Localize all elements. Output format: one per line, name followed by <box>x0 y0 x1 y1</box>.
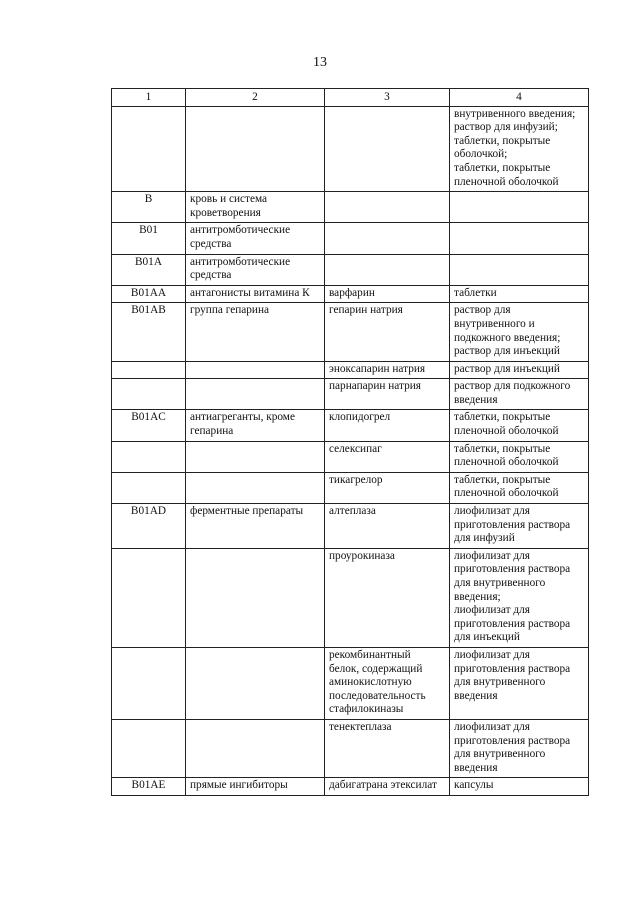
table-row <box>112 472 589 503</box>
table-row <box>112 223 589 254</box>
atc-code-cell <box>112 106 186 192</box>
column-header: 1 <box>112 89 186 107</box>
form-cell: раствор для подкожного введения <box>450 379 589 410</box>
drug-cell: клопидогрел <box>325 410 450 441</box>
form-cell: лиофилизат для приготовления раствора для внутривенного введения <box>450 647 589 719</box>
group-cell: прямые ингибиторы <box>186 778 325 796</box>
form-cell: капсулы <box>450 778 589 796</box>
table-row <box>112 303 589 361</box>
drug-cell: парнапарин натрия <box>325 379 450 410</box>
table-row <box>112 361 589 379</box>
form-cell <box>450 192 589 223</box>
group-cell <box>186 548 325 647</box>
atc-code-cell: B01AD <box>112 504 186 549</box>
form-cell: таблетки, покрытые пленочной оболочкой <box>450 472 589 503</box>
drug-cell: варфарин <box>325 285 450 303</box>
atc-code-cell: B01A <box>112 254 186 285</box>
group-cell <box>186 719 325 777</box>
form-cell <box>450 254 589 285</box>
atc-code-cell <box>112 441 186 472</box>
form-cell: таблетки, покрытые пленочной оболочкой <box>450 441 589 472</box>
atc-code-cell: B <box>112 192 186 223</box>
group-cell: антитромботические средства <box>186 223 325 254</box>
table-row <box>112 548 589 647</box>
atc-code-cell: B01AB <box>112 303 186 361</box>
table-row <box>112 441 589 472</box>
form-cell: внутривенного введения; раствор для инфузий; таблетки, покрытые оболочкой; таблетки, покрытые пленочной оболочкой <box>450 106 589 192</box>
form-cell: таблетки <box>450 285 589 303</box>
drug-cell <box>325 106 450 192</box>
drug-cell <box>325 223 450 254</box>
table-row <box>112 410 589 441</box>
group-cell <box>186 472 325 503</box>
drug-cell: селексипаг <box>325 441 450 472</box>
group-cell: группа гепарина <box>186 303 325 361</box>
page-number: 13 <box>313 55 327 70</box>
form-cell: лиофилизат для приготовления раствора для внутривенного введения; лиофилизат для приготовления раствора для инъекций <box>450 548 589 647</box>
table-row <box>112 504 589 549</box>
table-row <box>112 106 589 192</box>
table-header-row <box>112 89 589 107</box>
column-header: 3 <box>325 89 450 107</box>
atc-code-cell: B01AE <box>112 778 186 796</box>
group-cell <box>186 379 325 410</box>
atc-code-cell <box>112 548 186 647</box>
atc-code-cell <box>112 361 186 379</box>
group-cell <box>186 361 325 379</box>
group-cell: антитромботические средства <box>186 254 325 285</box>
table-row <box>112 719 589 777</box>
drug-cell: рекомбинантный белок, содержащий аминокислотную последовательность стафилокиназы <box>325 647 450 719</box>
atc-code-cell: B01 <box>112 223 186 254</box>
group-cell <box>186 647 325 719</box>
drug-cell: тенектеплаза <box>325 719 450 777</box>
form-cell: раствор для инъекций <box>450 361 589 379</box>
group-cell: антагонисты витамина К <box>186 285 325 303</box>
form-cell: раствор для внутривенного и подкожного введения; раствор для инъекций <box>450 303 589 361</box>
form-cell: лиофилизат для приготовления раствора для внутривенного введения <box>450 719 589 777</box>
atc-code-cell: B01AC <box>112 410 186 441</box>
drug-cell: алтеплаза <box>325 504 450 549</box>
column-header: 4 <box>450 89 589 107</box>
table-row <box>112 379 589 410</box>
form-cell: таблетки, покрытые пленочной оболочкой <box>450 410 589 441</box>
group-cell <box>186 106 325 192</box>
column-header: 2 <box>186 89 325 107</box>
atc-code-cell <box>112 719 186 777</box>
table-row <box>112 285 589 303</box>
drug-cell <box>325 254 450 285</box>
drug-cell: тикагрелор <box>325 472 450 503</box>
drug-cell: проурокиназа <box>325 548 450 647</box>
atc-code-cell: B01AA <box>112 285 186 303</box>
drug-cell <box>325 192 450 223</box>
drug-table <box>111 88 589 796</box>
table-row <box>112 254 589 285</box>
atc-code-cell <box>112 647 186 719</box>
drug-cell: эноксапарин натрия <box>325 361 450 379</box>
atc-code-cell <box>112 472 186 503</box>
atc-code-cell <box>112 379 186 410</box>
table-row <box>112 778 589 796</box>
drug-cell: дабигатрана этексилат <box>325 778 450 796</box>
table-row <box>112 647 589 719</box>
group-cell <box>186 441 325 472</box>
form-cell <box>450 223 589 254</box>
group-cell: ферментные препараты <box>186 504 325 549</box>
drug-cell: гепарин натрия <box>325 303 450 361</box>
group-cell: кровь и система кроветворения <box>186 192 325 223</box>
table-row <box>112 192 589 223</box>
group-cell: антиагреганты, кроме гепарина <box>186 410 325 441</box>
form-cell: лиофилизат для приготовления раствора для инфузий <box>450 504 589 549</box>
